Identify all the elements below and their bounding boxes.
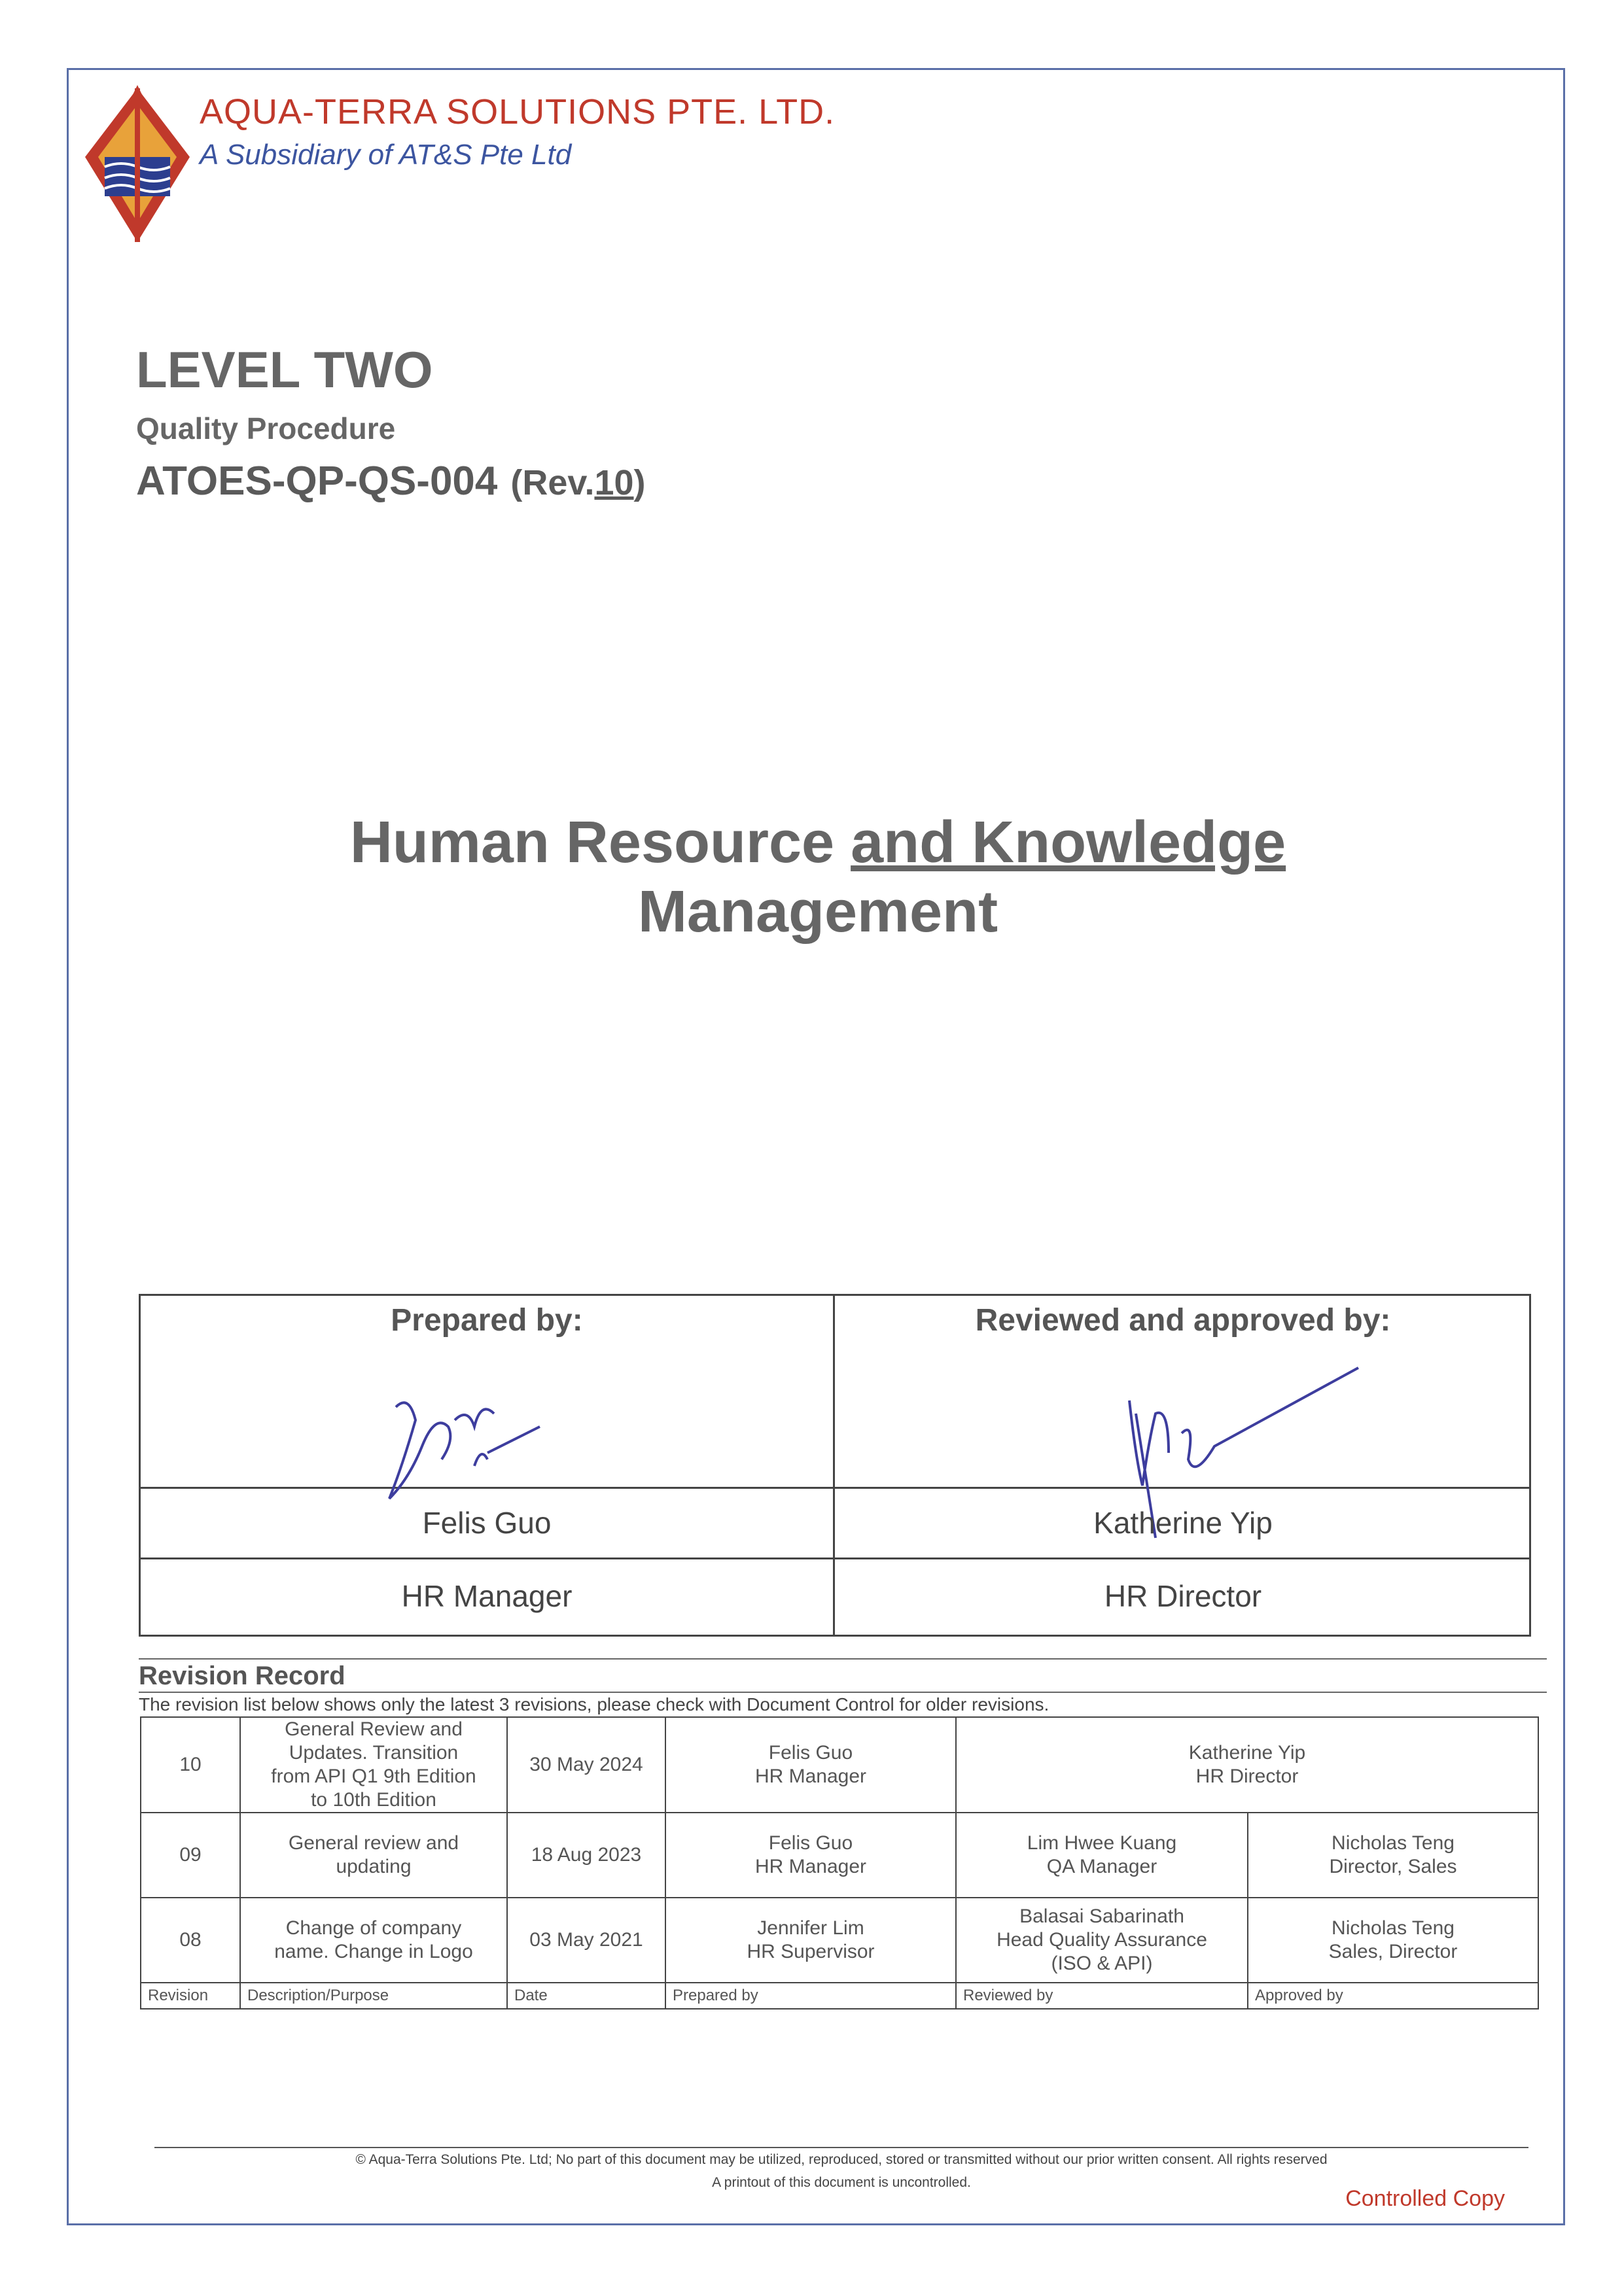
revision-title-rule <box>139 1692 1547 1693</box>
desc-cell <box>240 1898 507 1983</box>
approver-role: Sales, Director <box>1328 1941 1458 1962</box>
revision-top-rule <box>139 1658 1547 1660</box>
company-name: AQUA-TERRA SOLUTIONS PTE. LTD. <box>200 92 836 131</box>
table-row <box>141 1717 1538 1813</box>
reviewer-name: Lim Hwee Kuang <box>1027 1832 1177 1854</box>
document-number-line <box>136 458 646 504</box>
desc-line: General Review and <box>285 1718 463 1740</box>
table-header-row <box>141 1983 1538 2009</box>
printout-notice: A printout of this document is uncontrolled. <box>712 2175 971 2190</box>
rev-cell: 10 <box>141 1717 240 1813</box>
approved-cell <box>1248 1898 1538 1983</box>
prepared-label: Prepared by: <box>391 1303 583 1338</box>
revision-label <box>510 463 645 502</box>
reviewed-role: HR Director <box>1104 1579 1262 1613</box>
reviewer-scope: (ISO & API) <box>1051 1953 1153 1974</box>
document-number: ATOES-QP-QS-004 <box>136 459 498 504</box>
reviewer-role: QA Manager <box>1046 1856 1157 1877</box>
rev-cell: 09 <box>141 1813 240 1898</box>
approver-name: Nicholas Teng <box>1332 1832 1455 1854</box>
approved-cell <box>1248 1813 1538 1898</box>
prepared-column <box>141 1296 833 1635</box>
header-date: Date <box>507 1983 665 2009</box>
approver-name: Nicholas Teng <box>1332 1917 1455 1939</box>
revision-table <box>140 1716 1539 2009</box>
desc-line: name. Change in Logo <box>274 1941 473 1962</box>
desc-line: updating <box>336 1856 412 1877</box>
table-row <box>141 1898 1538 1983</box>
copyright-notice: © Aqua-Terra Solutions Pte. Ltd; No part of this document may be utilized, reproduced, stored or transmitted without our prior written consent. All rights reserved <box>355 2152 1328 2167</box>
date-cell: 03 May 2021 <box>507 1898 665 1983</box>
controlled-copy-stamp: Controlled Copy <box>1345 2186 1505 2211</box>
reviewed-cell <box>956 1813 1248 1898</box>
prepared-name: Jennifer Lim <box>757 1917 864 1939</box>
footer-rule <box>154 2147 1528 2148</box>
prepared-cell <box>665 1717 956 1813</box>
reviewed-cell <box>956 1898 1248 1983</box>
header-reviewed: Reviewed by <box>956 1983 1248 2009</box>
desc-line: from API Q1 9th Edition <box>271 1765 476 1787</box>
desc-cell <box>240 1813 507 1898</box>
subsidiary-line: A Subsidiary of AT&S Pte Ltd <box>200 139 572 171</box>
title-part-1: Human Resource <box>349 810 851 875</box>
desc-line: General review and <box>288 1832 459 1854</box>
title-part-2: and Knowledge <box>851 810 1286 875</box>
rev-cell: 08 <box>141 1898 240 1983</box>
prepared-cell <box>665 1898 956 1983</box>
reviewed-approved-cell <box>956 1717 1538 1813</box>
approver-role: Director, Sales <box>1329 1856 1457 1877</box>
title-line-1 <box>131 808 1505 877</box>
header-description: Description/Purpose <box>240 1983 507 2009</box>
prepared-name: Felis Guo <box>422 1506 552 1540</box>
title-line-2: Management <box>637 879 998 945</box>
date-cell: 18 Aug 2023 <box>507 1813 665 1898</box>
reviewer-role: Head Quality Assurance <box>997 1929 1207 1951</box>
desc-cell <box>240 1717 507 1813</box>
header-revision: Revision <box>141 1983 240 2009</box>
prepared-role: HR Manager <box>754 1856 867 1877</box>
document-title <box>131 808 1505 947</box>
date-cell: 30 May 2024 <box>507 1717 665 1813</box>
revision-record-title: Revision Record <box>139 1661 345 1690</box>
prepared-role: HR Supervisor <box>747 1941 875 1962</box>
reviewed-name: Katherine Yip <box>1093 1506 1273 1540</box>
signoff-table <box>139 1294 1531 1637</box>
reviewer-role: HR Director <box>1195 1765 1299 1787</box>
document-level: LEVEL TWO <box>136 341 433 398</box>
desc-line: Change of company <box>285 1917 462 1939</box>
header-prepared: Prepared by <box>665 1983 956 2009</box>
desc-line: Updates. Transition <box>289 1742 459 1764</box>
reviewer-name: Katherine Yip <box>1188 1742 1306 1764</box>
rev-number: 10 <box>594 463 634 502</box>
prepared-role: HR Manager <box>401 1579 573 1613</box>
revision-note: The revision list below shows only the latest 3 revisions, please check with Document Control for older revisions. <box>139 1694 1050 1714</box>
document-type: Quality Procedure <box>136 411 396 445</box>
reviewer-name: Balasai Sabarinath <box>1019 1905 1184 1927</box>
reviewed-label: Reviewed and approved by: <box>975 1303 1391 1338</box>
prepared-name: Felis Guo <box>768 1832 853 1854</box>
header-approved: Approved by <box>1248 1983 1538 2009</box>
desc-line: to 10th Edition <box>311 1789 436 1811</box>
table-row <box>141 1813 1538 1898</box>
prepared-role: HR Manager <box>754 1765 867 1787</box>
company-logo <box>79 85 196 249</box>
prepared-signature <box>383 1374 553 1505</box>
rev-suffix: ) <box>633 463 646 502</box>
rev-prefix: (Rev. <box>510 463 595 502</box>
reviewed-column <box>835 1296 1531 1635</box>
prepared-name: Felis Guo <box>768 1742 853 1764</box>
prepared-cell <box>665 1813 956 1898</box>
